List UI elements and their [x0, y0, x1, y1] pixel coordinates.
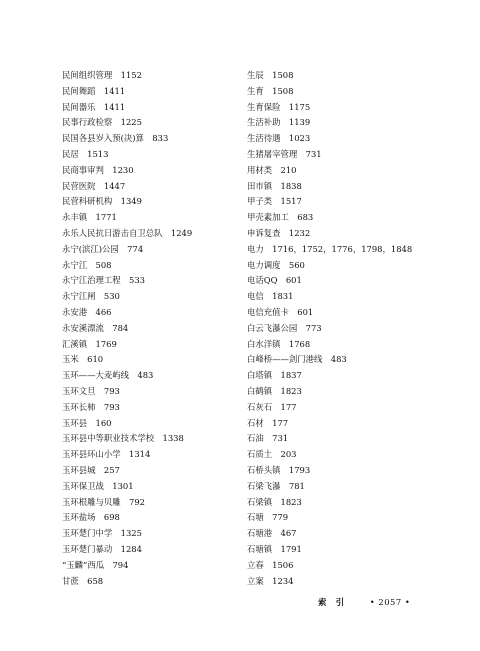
index-entry: 石油 731 [247, 433, 289, 444]
index-entry: 民间组织管理 1152 [62, 70, 142, 80]
index-entry: 石塘镇 1791 [247, 543, 302, 554]
index-entry: 电信充值卡 601 [247, 306, 314, 317]
index-entry: 永乐人民抗日游击自卫总队 1249 [62, 227, 193, 238]
index-entry: 石灰石 177 [247, 401, 297, 412]
index-entry: 立春 1506 [247, 559, 294, 570]
index-entry: 永宁江 508 [62, 259, 112, 270]
index-entry: 玉环县中等职业技术学校 1338 [62, 433, 184, 444]
index-entry: 白云飞瀑公园 773 [247, 322, 322, 333]
index-entry: 白塔镇 1837 [247, 370, 302, 381]
index-entry: 甲子类 1517 [247, 196, 302, 207]
index-entry: 民商事审判 1230 [62, 164, 134, 175]
index-entry: 石塘 779 [247, 512, 289, 523]
index-entry: 甲壳素加工 683 [247, 212, 314, 223]
index-entry: 电信 1831 [247, 291, 294, 302]
index-entry: 永安港 466 [62, 306, 112, 317]
index-entry: 玉米 610 [62, 354, 104, 365]
index-entry: 玉环根雕与贝雕 792 [62, 496, 145, 507]
index-entry: 生活补助 1139 [247, 117, 311, 128]
page-footer [318, 596, 410, 608]
index-entry: 民间器乐 1411 [62, 101, 126, 112]
index-entry: 永宁(滨江)公园 774 [62, 243, 144, 254]
index-entry: 民营医院 1447 [62, 180, 126, 191]
index-entry: 白峰桥——剑门港线 483 [247, 354, 347, 365]
index-column-right [247, 68, 447, 589]
index-entry: 民营科研机构 1349 [62, 196, 142, 207]
index-entry: 永丰镇 1771 [62, 212, 117, 223]
index-entry: 白鹤镇 1823 [247, 385, 302, 396]
index-entry: 玉环楚门暴动 1284 [62, 543, 142, 554]
index-entry: 生活待遇 1023 [247, 133, 311, 144]
index-entry: 永宁江治理工程 533 [62, 275, 145, 286]
index-entry: 甘蔗 658 [62, 575, 104, 586]
index-entry: 生育保险 1175 [247, 101, 311, 112]
index-entry: 生育 1508 [247, 85, 294, 96]
index-entry: 用材类 210 [247, 164, 297, 175]
index-entry: “玉麟”西瓜 794 [62, 559, 129, 570]
index-entry: 玉环县环山小学 1314 [62, 449, 151, 460]
index-entry: 玉环——大麦屿线 483 [62, 370, 154, 381]
index-entry: 生猪屠宰管理 731 [247, 148, 322, 159]
index-entry: 生辰 1508 [247, 70, 294, 80]
index-entry: 田市镇 1838 [247, 180, 302, 191]
index-entry: 永宁江闸 530 [62, 291, 120, 302]
index-entry: 石梁飞瀑 781 [247, 480, 305, 491]
index-entry: 石塘港 467 [247, 528, 297, 539]
index-entry: 永安溪漂流 784 [62, 322, 129, 333]
index-entry: 玉环文旦 793 [62, 385, 120, 396]
index-entry: 立案 1234 [247, 575, 294, 586]
index-entry: 民国各县岁入预(决)算 833 [62, 133, 169, 144]
index-entry: 石桥头镇 1793 [247, 464, 311, 475]
index-entry: 白水洋镇 1768 [247, 338, 311, 349]
index-entry: 玉环县 160 [62, 417, 112, 428]
index-entry: 汇溪镇 1769 [62, 338, 117, 349]
index-entry: 民间舞蹈 1411 [62, 85, 126, 96]
index-entry: 民居 1513 [62, 148, 109, 159]
index-column-left [62, 68, 232, 589]
index-entry: 玉环保卫战 1301 [62, 480, 134, 491]
index-entry: 电力 1716，1752，1776，1798，1848 [247, 243, 413, 254]
index-entry: 石材 177 [247, 417, 289, 428]
footer-section-label: 索 引 [318, 597, 345, 607]
index-entry: 玉环盐场 698 [62, 512, 120, 523]
index-entry: 石质土 203 [247, 449, 297, 460]
index-entry: 玉环长柿 793 [62, 401, 120, 412]
index-entry: 石梁镇 1823 [247, 496, 302, 507]
index-entry: 玉环县城 257 [62, 464, 120, 475]
index-entry: 电力调度 560 [247, 259, 305, 270]
index-entry: 电话QQ 601 [247, 275, 302, 286]
index-entry: 申诉复查 1232 [247, 227, 311, 238]
index-entry: 玉环楚门中学 1325 [62, 528, 142, 539]
page-number: • 2057 • [369, 597, 411, 607]
index-entry: 民事行政检察 1225 [62, 117, 142, 128]
